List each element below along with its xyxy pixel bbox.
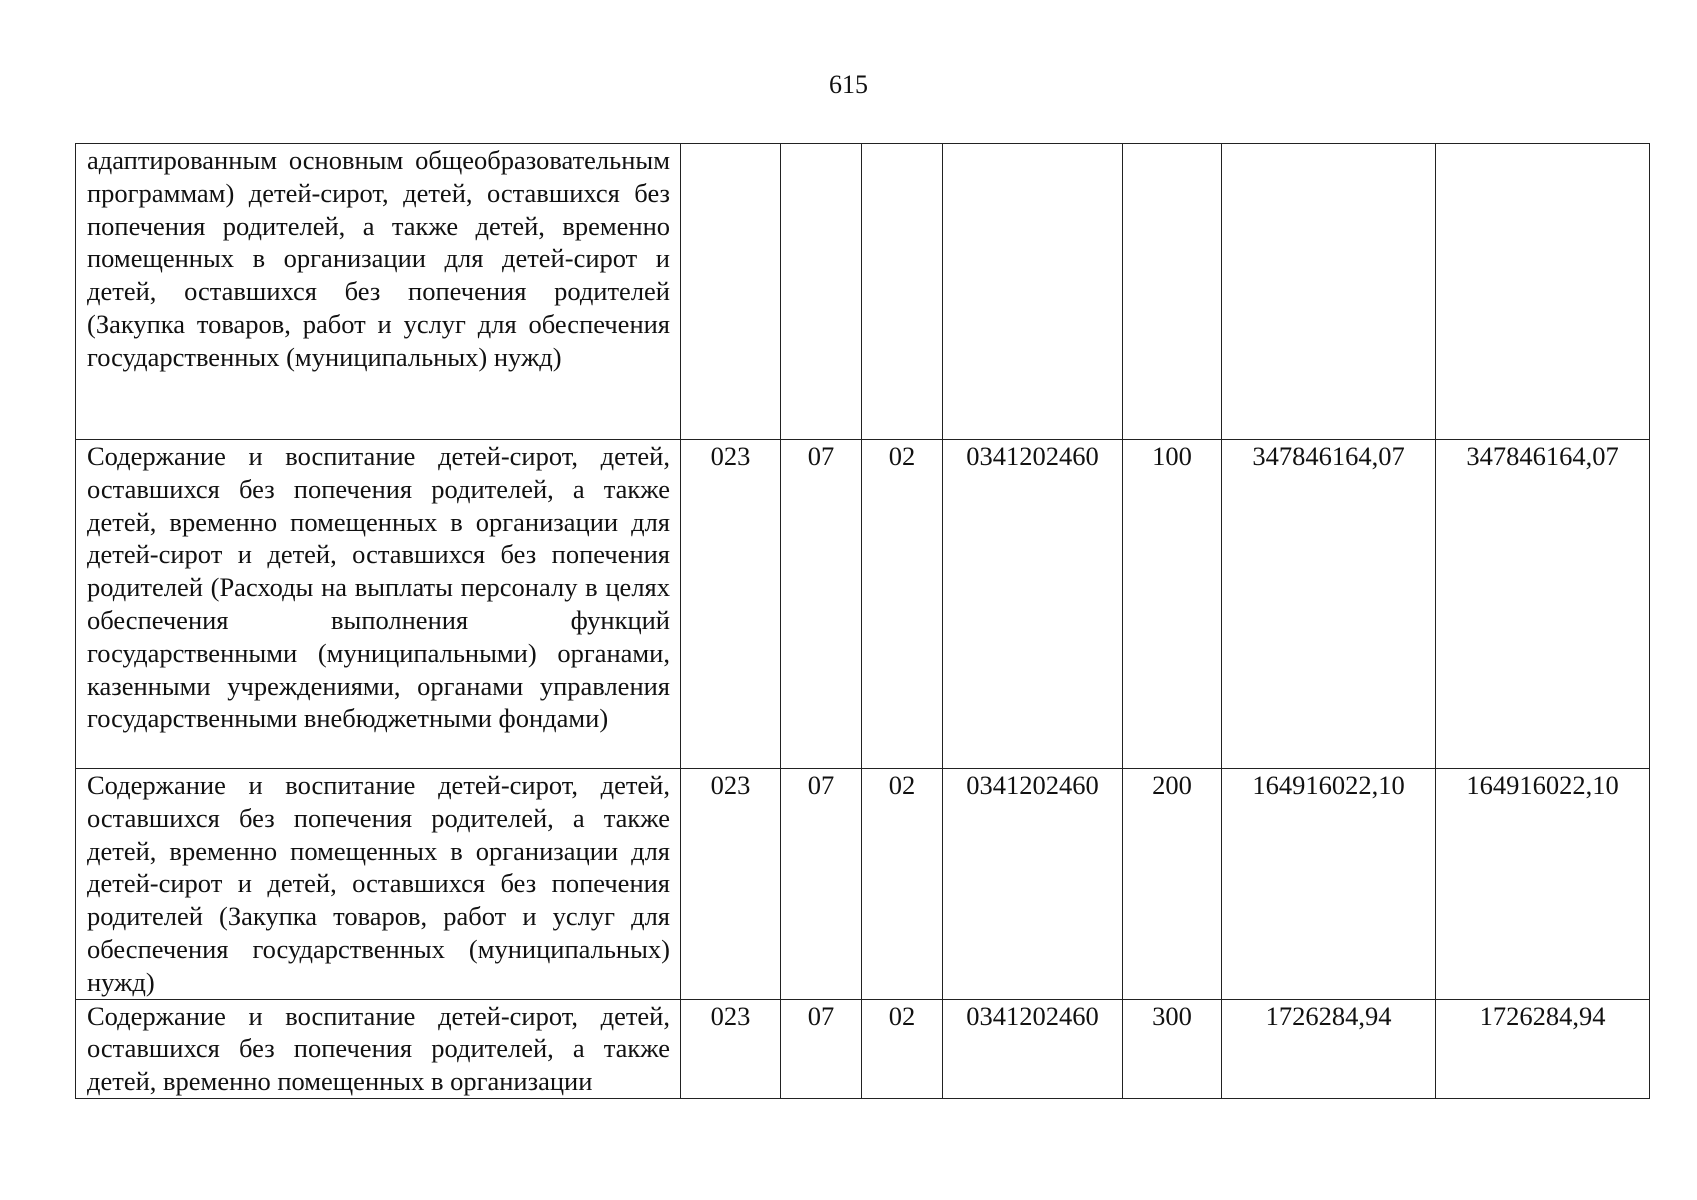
subsection-code-cell: 02 <box>862 999 943 1098</box>
row-description: адаптированным основным общеобразовательным программам) детей-сирот, детей, оставшихся без попечения родителей, а также детей, временно помещенных в организации для детей-сирот и детей, оставшихся без попечения родителей (Закупка товаров, работ и услуг для обеспечения государственных (муниципальных) нужд) <box>76 144 681 440</box>
section-code-cell: 07 <box>781 769 862 1000</box>
target-article-cell: 0341202460 <box>943 440 1123 769</box>
amount-cell-1: 1726284,94 <box>1222 999 1436 1098</box>
row-description: Содержание и воспитание детей-сирот, детей, оставшихся без попечения родителей, а также детей, временно помещенных в организации <box>76 999 681 1098</box>
table-row <box>76 144 1650 440</box>
section-code-cell: 07 <box>781 440 862 769</box>
table-row <box>76 999 1650 1098</box>
target-article-cell: 0341202460 <box>943 999 1123 1098</box>
target-article-cell: 0341202460 <box>943 769 1123 1000</box>
grbs-code-cell <box>681 144 781 440</box>
subsection-code-cell: 02 <box>862 440 943 769</box>
page-number: 615 <box>829 70 868 99</box>
grbs-code-cell: 023 <box>681 999 781 1098</box>
table-row <box>76 769 1650 1000</box>
row-description: Содержание и воспитание детей-сирот, детей, оставшихся без попечения родителей, а также детей, временно помещенных в организации для детей-сирот и детей, оставшихся без попечения родителей (Расходы на выплаты персоналу в целях обеспечения выполнения функций государственными (муниципальными) органами, казенными учреждениями, органами управления государственными внебюджетными фондами) <box>76 440 681 769</box>
target-article-cell <box>943 144 1123 440</box>
row-description: Содержание и воспитание детей-сирот, детей, оставшихся без попечения родителей, а также детей, временно помещенных в организации для детей-сирот и детей, оставшихся без попечения родителей (Закупка товаров, работ и услуг для обеспечения государственных (муниципальных) нужд) <box>76 769 681 1000</box>
section-code-cell: 07 <box>781 999 862 1098</box>
grbs-code-cell: 023 <box>681 769 781 1000</box>
expense-type-cell: 300 <box>1123 999 1222 1098</box>
section-code-cell <box>781 144 862 440</box>
amount-cell-2 <box>1436 144 1650 440</box>
expense-type-cell <box>1123 144 1222 440</box>
subsection-code-cell <box>862 144 943 440</box>
expense-type-cell: 100 <box>1123 440 1222 769</box>
amount-cell-1: 347846164,07 <box>1222 440 1436 769</box>
amount-cell-2: 1726284,94 <box>1436 999 1650 1098</box>
amount-cell-2: 347846164,07 <box>1436 440 1650 769</box>
amount-cell-1 <box>1222 144 1436 440</box>
grbs-code-cell: 023 <box>681 440 781 769</box>
expense-type-cell: 200 <box>1123 769 1222 1000</box>
budget-table <box>75 143 1650 1099</box>
amount-cell-1: 164916022,10 <box>1222 769 1436 1000</box>
amount-cell-2: 164916022,10 <box>1436 769 1650 1000</box>
subsection-code-cell: 02 <box>862 769 943 1000</box>
table-row <box>76 440 1650 769</box>
